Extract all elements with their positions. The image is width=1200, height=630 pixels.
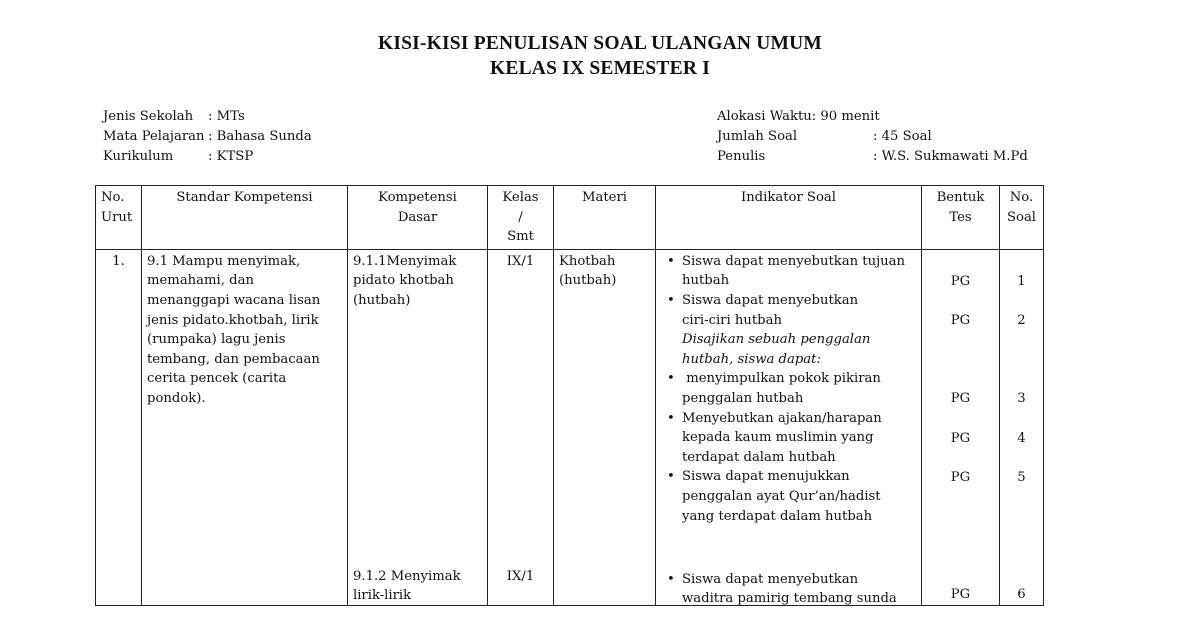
meta-label: Jenis Sekolah (103, 109, 194, 124)
header-text: Kelas (502, 190, 539, 205)
list-item (666, 409, 916, 468)
cell-line: hutbah, siswa dapat: (682, 351, 821, 367)
meta-right (717, 107, 1077, 167)
list-item (666, 467, 916, 526)
document-subtitle: KELAS IX SEMESTER I (490, 58, 710, 79)
cell-line: pidato khotbah (353, 273, 454, 289)
meta-left (103, 107, 523, 167)
bullet-icon: • (667, 469, 675, 485)
header-kelas-smt (488, 186, 554, 250)
bullet-icon: • (667, 253, 675, 269)
meta-author (717, 147, 1077, 167)
cell-line: 9.1.1Menyimak (353, 253, 457, 269)
cell-bentuk-tes (922, 249, 1000, 605)
meta-label: Alokasi Waktu (717, 109, 812, 124)
kompetensi-block (353, 252, 482, 604)
indikator-list (666, 570, 916, 609)
cell-line: IX/1 (506, 253, 535, 269)
cell-line: penggalan ayat Qur’an/hadist (682, 488, 881, 504)
cell-indikator-soal (656, 249, 922, 605)
cell-line: menyimpulkan pokok pikiran (682, 371, 881, 387)
meta-subject (103, 127, 523, 147)
document-title: KISI-KISI PENULISAN SOAL ULANGAN UMUM (377, 33, 823, 54)
cell-line: 9.1 Mampu menyimak, (147, 253, 301, 269)
bullet-icon: • (667, 371, 675, 387)
meta-question-count (717, 127, 1077, 147)
meta-label: Mata Pelajaran (103, 129, 205, 144)
cell-materi (554, 249, 656, 605)
cell-line: memahami, dan (147, 273, 254, 289)
cell-no-urut: 1. (96, 249, 142, 605)
bentuk-value: PG (950, 390, 971, 406)
cell-line: Siswa dapat menyebutkan tujuan (682, 253, 906, 269)
cell-line: Khotbah (559, 253, 616, 269)
kelas-block (493, 252, 548, 601)
bentuk-value: PG (950, 312, 971, 328)
meta-label: Penulis (717, 149, 766, 164)
no-soal-column (1005, 252, 1038, 601)
meta-value: : W.S. Sukmawati M.Pd (873, 149, 1028, 164)
header-text: Kompetensi (378, 190, 457, 205)
list-item (666, 369, 916, 408)
header-text: Bentuk (936, 190, 985, 205)
cell-line: kepada kaum muslimin yang (682, 430, 874, 446)
cell-line: (hutbah) (559, 273, 617, 289)
cell-line: ciri-ciri hutbah (682, 312, 782, 328)
cell-line: terdapat dalam hutbah (682, 449, 836, 465)
meta-time-allocation (717, 107, 1077, 127)
blueprint-table (95, 185, 1044, 606)
cell-standar-kompetensi (142, 249, 348, 605)
cell-line: Menyebutkan ajakan/harapan (682, 410, 882, 426)
table-header-row (96, 186, 1044, 250)
indikator-note (666, 330, 916, 369)
meta-value: : 45 Soal (873, 129, 932, 144)
soal-number: 2 (1017, 312, 1026, 328)
cell-line: Siswa dapat menujukkan (682, 469, 850, 485)
bentuk-value: PG (950, 586, 971, 602)
meta-value: : KTSP (208, 149, 254, 164)
indikator-block (666, 252, 916, 607)
header-text: No. (1009, 190, 1034, 205)
cell-kompetensi-dasar (348, 249, 488, 605)
header-no-urut (96, 186, 142, 250)
header-text: Dasar (397, 209, 438, 225)
cell-kelas-smt (488, 249, 554, 605)
cell-line: pondok). (147, 390, 206, 406)
kompetensi-dasar-2 (353, 567, 461, 606)
meta-label: Kurikulum (103, 149, 174, 164)
header-kompetensi-dasar (348, 186, 488, 250)
cell-line: penggalan hutbah (682, 390, 804, 406)
soal-number: 3 (1017, 390, 1026, 406)
soal-number: 6 (1017, 586, 1026, 602)
bullet-icon: • (667, 571, 675, 587)
cell-line: Siswa dapat menyebutkan (682, 292, 859, 308)
bullet-icon: • (667, 410, 675, 426)
cell-no-soal (1000, 249, 1044, 605)
cell-line: IX/1 (506, 568, 535, 584)
meta-value: : Bahasa Sunda (208, 129, 312, 144)
indikator-list (666, 369, 916, 526)
soal-number: 1 (1017, 273, 1026, 289)
header-text: Smt (507, 229, 534, 245)
cell-line: Siswa dapat menyebutkan (682, 571, 859, 587)
header-text: Tes (949, 209, 972, 225)
cell-line: Disajikan sebuah penggalan (682, 332, 871, 348)
bentuk-value: PG (950, 469, 971, 485)
cell-line: waditra pamirig tembang sunda (682, 591, 897, 607)
bentuk-column (927, 252, 994, 601)
cell-line: (rumpaka) lagu jenis (147, 332, 286, 348)
cell-line: tembang, dan pembacaan (147, 351, 320, 367)
soal-number: 4 (1017, 430, 1026, 446)
header-indikator-soal: Indikator Soal (656, 186, 922, 250)
cell-line: cerita pencek (carita (147, 371, 287, 387)
header-bentuk-tes (922, 186, 1000, 250)
header-text: / (518, 209, 523, 225)
list-item (666, 291, 916, 330)
meta-school-type (103, 107, 523, 127)
header-text: Urut (101, 209, 133, 225)
header-standar-kompetensi: Standar Kompetensi (142, 186, 348, 250)
cell-line: (hutbah) (353, 292, 411, 308)
table-row (96, 249, 1044, 605)
soal-number: 5 (1017, 469, 1026, 485)
cell-line: jenis pidato.khotbah, lirik (147, 312, 319, 328)
cell-line: menanggapi wacana lisan (147, 292, 321, 308)
header-text: No. (101, 190, 125, 205)
meta-value: : MTs (208, 109, 245, 124)
list-item (666, 570, 916, 609)
header-text: Soal (1006, 209, 1037, 225)
header-materi: Materi (554, 186, 656, 250)
indikator-list (666, 252, 916, 330)
cell-line: hutbah (682, 273, 730, 289)
list-item (666, 252, 916, 291)
bentuk-value: PG (950, 430, 971, 446)
bentuk-value: PG (950, 273, 971, 289)
meta-label: Jumlah Soal (717, 129, 798, 144)
meta-curriculum (103, 147, 523, 167)
meta-value: : 90 menit (811, 109, 880, 124)
cell-line: lirik-lirik (353, 588, 412, 604)
header-no-soal (1000, 186, 1044, 250)
cell-line: 9.1.2 Menyimak (353, 568, 461, 584)
cell-line: yang terdapat dalam hutbah (682, 508, 873, 524)
bullet-icon: • (667, 292, 675, 308)
